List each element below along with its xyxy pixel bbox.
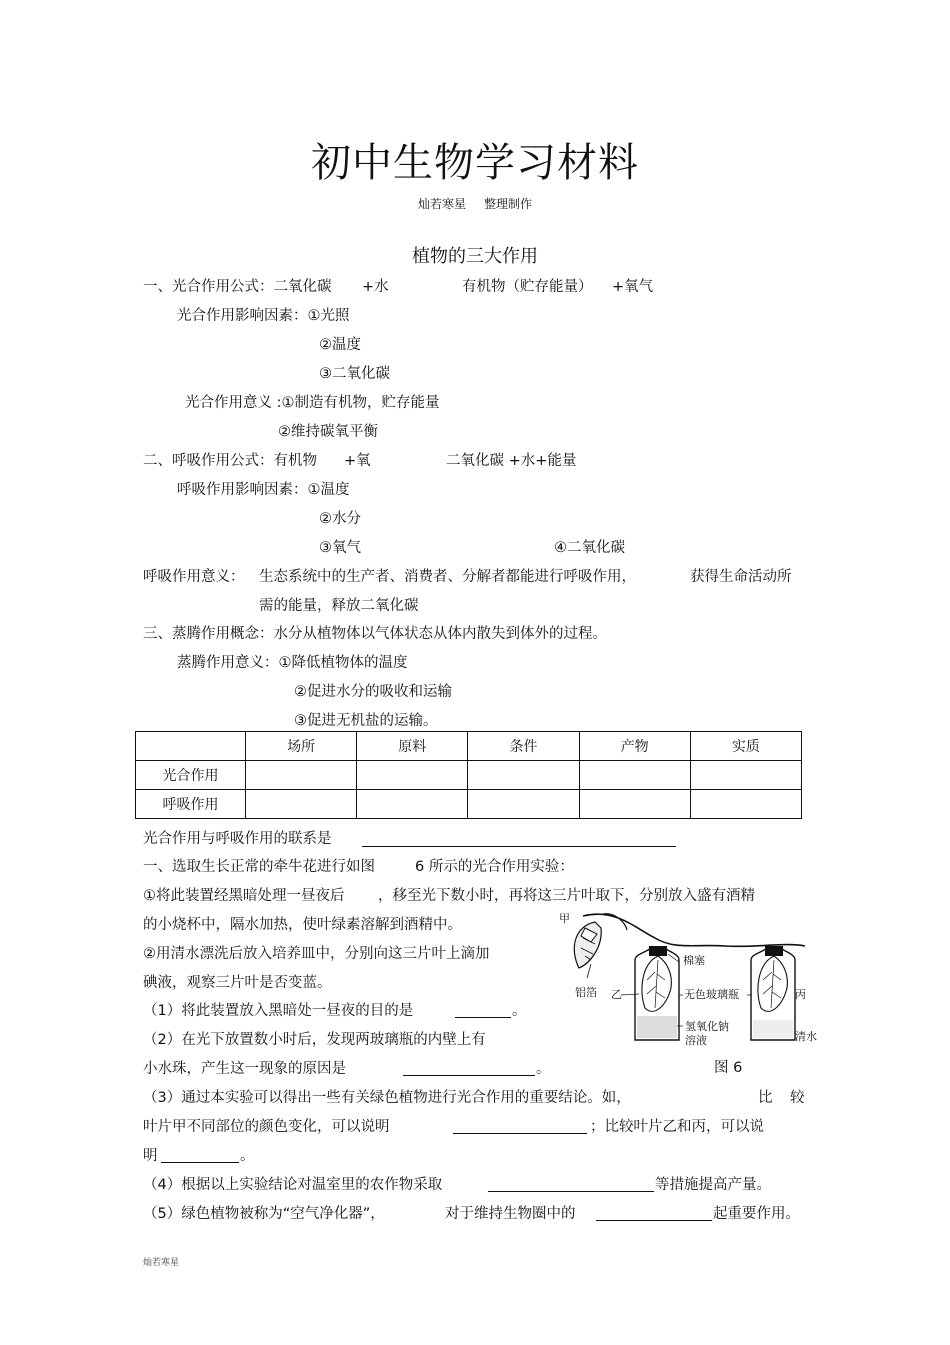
experiment-step2-b: 碘液，观察三片叶是否变蓝。 — [143, 975, 332, 991]
cotton-plug-left — [649, 946, 667, 956]
photosynthesis-meaning: 光合作用意义 :①制造有机物，贮存能量 — [185, 395, 440, 411]
question-3-jiao: 较 — [790, 1090, 805, 1106]
table-cell[interactable] — [690, 790, 801, 819]
page-title: 初中生物学习材料 — [311, 140, 639, 186]
table-header-cell: 原料 — [357, 732, 468, 761]
experiment-intro: 一、选取生长正常的牵牛花进行如图 — [143, 859, 375, 875]
question-3-blank-1[interactable] — [453, 1133, 587, 1134]
photosynthesis-plus-oxygen: +氧气 — [612, 279, 654, 295]
relation-label: 光合作用与呼吸作用的联系是 — [143, 831, 332, 847]
question-3-bi: 比 — [758, 1090, 773, 1106]
label-yi: 乙 — [611, 988, 622, 1001]
question-2-end: 。 — [536, 1061, 551, 1077]
table-header-cell: 条件 — [468, 732, 579, 761]
table-row — [136, 761, 802, 790]
table-cell[interactable] — [357, 761, 468, 790]
question-1: （1）将此装置放入黑暗处一昼夜的目的是 — [143, 1003, 414, 1019]
respiration-products: 二氧化碳 +水+能量 — [446, 453, 577, 469]
respiration-formula-label: 二、呼吸作用公式：有机物 — [143, 453, 317, 469]
author: 灿若寒星 — [417, 197, 466, 211]
table-header-cell: 场所 — [246, 732, 357, 761]
vine-stem — [583, 914, 805, 946]
experiment-intro-2: 6 所示的光合作用实验： — [415, 859, 574, 875]
question-5-end: 起重要作用。 — [713, 1206, 800, 1222]
respiration-factors: 呼吸作用影响因素：①温度 — [177, 482, 350, 498]
transpiration-meaning-2: ②促进水分的吸收和运输 — [294, 684, 452, 700]
relation-blank[interactable] — [362, 846, 676, 847]
table-row-label: 呼吸作用 — [136, 790, 246, 819]
table-row — [136, 790, 802, 819]
respiration-plus-oxygen: +氧 — [344, 453, 371, 469]
transpiration-concept: 三、蒸腾作用概念：水分从植物体以气体状态从体内散失到体外的过程。 — [143, 626, 607, 642]
question-2-b: 小水珠，产生这一现象的原因是 — [143, 1061, 346, 1077]
respiration-factor-3: ③氧气 — [319, 540, 361, 556]
experiment-step2: ②用清水漂洗后放入培养皿中，分别向这三片叶上滴加 — [143, 946, 490, 962]
table-header-cell: 产物 — [579, 732, 690, 761]
table-header-cell — [136, 732, 246, 761]
question-4-end: 等措施提高产量。 — [655, 1177, 771, 1193]
table-cell[interactable] — [468, 790, 579, 819]
label-bottle: 无色玻璃瓶 — [684, 988, 739, 1001]
question-3-end: 。 — [240, 1148, 255, 1164]
label-naoh-2: 溶液 — [685, 1034, 707, 1047]
question-5-b: 对于维持生物圈中的 — [445, 1206, 576, 1222]
experiment-diagram — [555, 908, 825, 1056]
question-2-blank[interactable] — [403, 1075, 535, 1076]
table-cell[interactable] — [690, 761, 801, 790]
question-1-end: 。 — [512, 1003, 527, 1019]
question-2: （2）在光下放置数小时后，发现两玻璃瓶的内壁上有 — [143, 1032, 486, 1048]
section-title: 植物的三大作用 — [412, 246, 538, 267]
photosynthesis-factor-2: ②温度 — [319, 337, 361, 353]
photosynthesis-meaning-2: ②维持碳氧平衡 — [278, 424, 378, 440]
transpiration-meaning: 蒸腾作用意义：①降低植物体的温度 — [177, 655, 408, 671]
figure-caption: 图 6 — [714, 1060, 743, 1076]
question-3-blank-2[interactable] — [161, 1162, 239, 1163]
respiration-meaning-text-3: 需的能量，释放二氧化碳 — [259, 598, 419, 614]
photosynthesis-factors: 光合作用影响因素：①光照 — [177, 308, 350, 324]
label-water: 清水 — [795, 1030, 817, 1043]
table-cell[interactable] — [246, 790, 357, 819]
label-naoh-1: 氢氧化钠 — [685, 1020, 729, 1033]
table-cell[interactable] — [357, 790, 468, 819]
photosynthesis-formula-label: 一、光合作用公式：二氧化碳 — [143, 279, 332, 295]
question-3-d: 明 — [143, 1148, 158, 1164]
photosynthesis-factor-3: ③二氧化碳 — [319, 366, 390, 382]
respiration-factor-2: ②水分 — [319, 511, 361, 527]
table-cell[interactable] — [468, 761, 579, 790]
leaf-jia-icon — [574, 922, 601, 968]
photosynthesis-plus-water: +水 — [362, 279, 389, 295]
photosynthesis-products: 有机物（贮存能量） — [462, 279, 593, 295]
question-4: （4）根据以上实验结论对温室里的农作物采取 — [143, 1177, 443, 1193]
respiration-meaning-text: 生态系统中的生产者、消费者、分解者都能进行呼吸作用， — [259, 569, 636, 585]
bottle-yi-icon — [635, 946, 679, 1040]
foil-pointer — [587, 964, 591, 978]
table-row-label: 光合作用 — [136, 761, 246, 790]
footer: 灿若寒星 — [143, 1258, 180, 1268]
made-by: 整理制作 — [484, 197, 533, 211]
question-3-c: ；比较叶片乙和丙，可以说 — [590, 1119, 764, 1135]
question-5: （5）绿色植物被称为“空气净化器”， — [143, 1206, 385, 1222]
table-header-cell: 实质 — [690, 732, 801, 761]
respiration-meaning-text-2: 获得生命活动所 — [690, 569, 792, 585]
table-cell[interactable] — [579, 761, 690, 790]
table-header-row — [136, 732, 802, 761]
vine-tendril — [603, 914, 627, 930]
question-3: （3）通过本实验可以得出一些有关绿色植物进行光合作用的重要结论。如， — [143, 1090, 631, 1106]
label-bing: 丙 — [795, 988, 806, 1001]
bottle-bing-icon — [751, 946, 795, 1040]
table-cell[interactable] — [579, 790, 690, 819]
label-foil: 铝箔 — [575, 986, 597, 999]
question-3-b: 叶片甲不同部位的颜色变化，可以说明 — [143, 1119, 390, 1135]
author-line — [0, 196, 950, 212]
experiment-step1: ①将此装置经黑暗处理一昼夜后 — [143, 888, 345, 904]
question-5-blank[interactable] — [596, 1220, 712, 1221]
label-cotton: 棉塞 — [683, 954, 705, 967]
question-1-blank[interactable] — [455, 1017, 511, 1018]
experiment-step1-c: 的小烧杯中，隔水加热，使叶绿素溶解到酒精中。 — [143, 917, 462, 933]
respiration-factor-4: ④二氧化碳 — [554, 540, 625, 556]
experiment-step1-b: ，移至光下数小时，再将这三片叶取下，分别放入盛有酒精 — [378, 888, 755, 904]
respiration-meaning-label: 呼吸作用意义： — [143, 569, 245, 585]
table-cell[interactable] — [246, 761, 357, 790]
label-jia: 甲 — [559, 912, 570, 925]
transpiration-meaning-3: ③促进无机盐的运输。 — [294, 713, 438, 729]
comparison-table — [135, 731, 802, 819]
question-4-blank[interactable] — [488, 1191, 654, 1192]
cotton-plug-right — [765, 946, 783, 956]
